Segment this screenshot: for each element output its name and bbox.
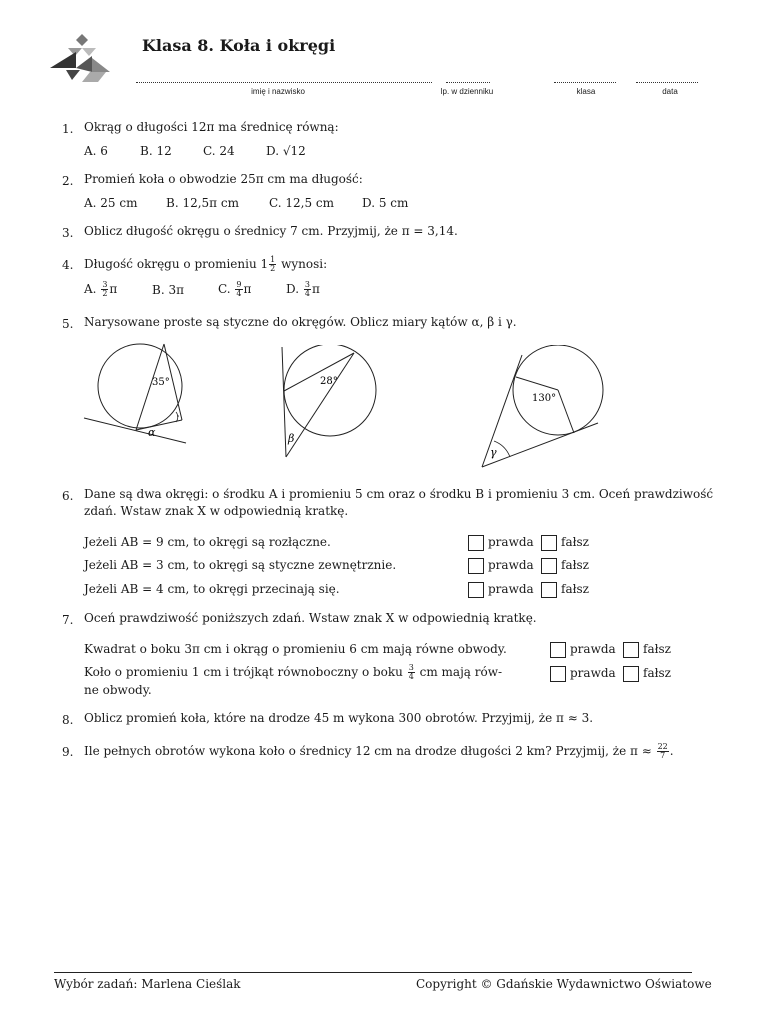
question-number: 4. (62, 258, 74, 272)
q2-option-c: C. 12,5 cm (269, 196, 335, 210)
footer-copyright: Copyright © Gdańskie Wydawnictwo Oświatowe (416, 977, 712, 991)
q6-row2-false-checkbox[interactable] (541, 558, 557, 574)
q6-statement-3: Jeżeli AB = 4 cm, to okręgi przecinają się. (84, 582, 340, 596)
footer-author: Wybór zadań: Marlena Cieślak (54, 977, 241, 991)
page-title: Klasa 8. Koła i okręgi (142, 36, 336, 55)
question-number: 2. (62, 174, 74, 188)
name-field[interactable] (136, 72, 432, 83)
q1-option-a: A. 6 (84, 144, 108, 158)
q1-option-d: D. √12 (266, 144, 306, 158)
q6-row1-true-label: prawda (488, 535, 534, 549)
question-6-text-line1: Dane są dwa okręgi: o środku A i promieniu 5 cm oraz o środku B i promieniu 3 cm. Oceń prawdziwość (84, 487, 714, 501)
angle-beta-label: β (288, 432, 295, 445)
q7-row2-true-label: prawda (570, 666, 616, 680)
question-2-text: Promień koła o obwodzie 25π cm ma długość: (84, 172, 363, 186)
question-9-text: Ile pełnych obrotów wykona koło o średnicy 12 cm na drodze długości 2 km? Przyjmij, że π ≈ $\frac{22}{7}$ . (84, 742, 674, 760)
fraction: $\frac{3}{4}$ (408, 663, 414, 681)
angle-130-label: 130° (532, 393, 557, 404)
q1-option-b: B. 12 (140, 144, 172, 158)
q6-row1-false-checkbox[interactable] (541, 535, 557, 551)
q6-row1-true-checkbox[interactable] (468, 535, 484, 551)
date-field[interactable] (636, 72, 698, 83)
q4-option-c: C. $\frac{9}{4}$ π (218, 280, 252, 298)
figure-1-circle-tangent (80, 340, 200, 450)
question-number: 3. (62, 226, 74, 240)
q7-row2-false-checkbox[interactable] (623, 666, 639, 682)
name-label: imię i nazwisko (251, 87, 305, 96)
q6-row3-true-label: prawda (488, 582, 534, 596)
q6-row3-false-checkbox[interactable] (541, 582, 557, 598)
q6-statement-1: Jeżeli AB = 9 cm, to okręgi są rozłączne. (84, 535, 331, 549)
q7-statement-2: Koło o promieniu 1 cm i trójkąt równoboczny o boku $\frac{3}{4}$ cm mają rów- (84, 663, 503, 681)
question-4-text: Długość okręgu o promieniu 1 $\frac{1}{2}$ wynosi: (84, 255, 328, 273)
q7-statement-2-line2: ne obwody. (84, 683, 152, 697)
question-8-text: Oblicz promień koła, które na drodze 45 m wykona 300 obrotów. Przyjmij, że π ≈ 3. (84, 711, 594, 725)
q6-row3-false-label: fałsz (561, 582, 589, 596)
question-6-text-line2: zdań. Wstaw znak X w odpowiednią kratkę. (84, 504, 349, 518)
q7-row1-true-checkbox[interactable] (550, 642, 566, 658)
fraction: $\frac{1}{2}$ (270, 255, 276, 273)
number-field[interactable] (446, 72, 490, 83)
q7-row2-true-checkbox[interactable] (550, 666, 566, 682)
q6-statement-2: Jeżeli AB = 3 cm, to okręgi są styczne zewnętrznie. (84, 558, 397, 572)
angle-gamma-label: γ (490, 446, 497, 459)
question-number: 1. (62, 122, 74, 136)
tangram-logo (46, 32, 116, 88)
q7-row1-false-checkbox[interactable] (623, 642, 639, 658)
q6-row1-false-label: fałsz (561, 535, 589, 549)
q7-row2-false-label: fałsz (643, 666, 671, 680)
q2-option-a: A. 25 cm (84, 196, 138, 210)
question-7-text: Oceń prawdziwość poniższych zdań. Wstaw znak X w odpowiednią kratkę. (84, 611, 537, 625)
angle-35-label: 35° (152, 377, 170, 388)
q7-row1-false-label: fałsz (643, 642, 671, 656)
question-number: 6. (62, 489, 74, 503)
question-number: 5. (62, 317, 74, 331)
question-3-text: Oblicz długość okręgu o średnicy 7 cm. Przyjmij, że π = 3,14. (84, 224, 458, 238)
question-number: 9. (62, 745, 74, 759)
number-label: lp. w dzienniku (440, 87, 494, 96)
figure-2-circle-tangent (270, 345, 390, 465)
question-number: 8. (62, 713, 74, 727)
q6-row2-false-label: fałsz (561, 558, 589, 572)
q2-option-d: D. 5 cm (362, 196, 409, 210)
date-label: data (662, 87, 678, 96)
q6-row2-true-label: prawda (488, 558, 534, 572)
angle-alpha-label: α (148, 426, 156, 439)
footer-divider (54, 972, 692, 973)
question-1-text: Okrąg o długości 12π ma średnicę równą: (84, 120, 339, 134)
question-5-text: Narysowane proste są styczne do okręgów. Oblicz miary kątów α, β i γ. (84, 315, 517, 329)
q7-statement-1: Kwadrat o boku 3π cm i okrąg o promieniu 6 cm mają równe obwody. (84, 642, 507, 656)
q4-option-d: D. $\frac{3}{4}$ π (286, 280, 320, 298)
question-number: 7. (62, 613, 74, 627)
q6-row3-true-checkbox[interactable] (468, 582, 484, 598)
class-label: klasa (576, 87, 596, 96)
class-field[interactable] (554, 72, 616, 83)
fraction: $\frac{22}{7}$ (657, 742, 668, 760)
q7-row1-true-label: prawda (570, 642, 616, 656)
angle-28-label: 28° (320, 376, 338, 387)
q4-option-a: A. $\frac{3}{2}$ π (84, 280, 118, 298)
q1-option-c: C. 24 (203, 144, 235, 158)
figure-3-circle-tangents (470, 345, 610, 475)
q2-option-b: B. 12,5π cm (166, 196, 239, 210)
q6-row2-true-checkbox[interactable] (468, 558, 484, 574)
q4-option-b: B. 3π (152, 283, 184, 297)
